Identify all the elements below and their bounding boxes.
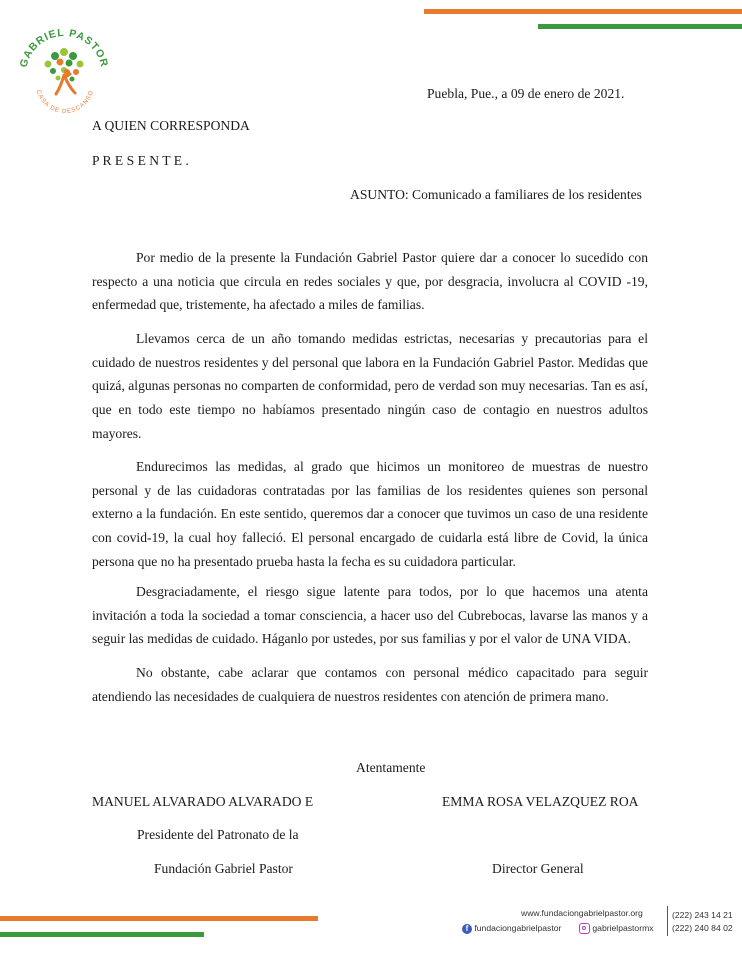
facebook-handle: fundaciongabrielpastor [474,923,562,933]
closing: Atentamente [356,760,426,775]
footer-phone-1[interactable]: (222) 243 14 21 [672,910,733,920]
footer-divider [667,906,668,936]
footer-bar-green [0,932,204,937]
signatory-1-title: Presidente del Patronato de la [137,827,299,842]
subject: ASUNTO: Comunicado a familiares de los residentes [350,187,642,202]
footer-bar-orange [0,916,318,921]
presente: P R E S E N T E . [92,153,189,168]
paragraph-4: Desgraciadamente, el riesgo sigue latente para todos, por lo que hacemos una atenta invitación a toda la sociedad a tomar consciencia, a hacer uso del Cubrebocas, lavarse las manos y a seguir las medidas de cuidado. Háganlo por ustedes, por sus familias y por el valor de UNA VIDA. [92,584,648,647]
instagram-icon [579,923,590,934]
gabriel-pastor-logo [12,18,116,122]
footer-website[interactable]: www.fundaciongabrielpastor.org [521,908,643,918]
logo-top-text: GABRIEL PASTOR [17,26,111,69]
footer-facebook[interactable] [462,923,561,934]
signatory-1-foundation: Fundación Gabriel Pastor [154,861,293,876]
paragraph-3: Endurecimos las medidas, al grado que hicimos un monitoreo de muestras de nuestro personal y de las cuidadoras contratadas por las familias de los residentes quienes son personal externo a la fundación. En este sentido, queremos dar a conocer que tuvimos un caso de una residente con covid-19, la cual hoy falleció. El personal encargado de cuidarla está libre de Covid, la única persona que no ha presentado prueba hasta la fecha es su cuidadora particular. [92,459,648,569]
svg-text:CASA DE DESCANSO [35,89,95,115]
paragraph-5: No obstante, cabe aclarar que contamos con personal médico capacitado para seguir atendiendo las necesidades de cualquiera de nuestros residentes con atención de primera mano. [92,665,648,704]
svg-text:GABRIEL PASTOR [18,27,111,69]
header-bar-green [538,24,742,29]
instagram-handle: gabrielpastormx [592,923,654,933]
footer-instagram[interactable] [579,923,654,934]
logo-bottom-text: CASA DE DESCANSO [34,89,96,116]
header-bar-orange [424,9,742,14]
signatory-2-title: Director General [492,861,584,876]
signatory-2-name: EMMA ROSA VELAZQUEZ ROA [442,794,639,809]
place-date: Puebla, Pue., a 09 de enero de 2021. [427,86,625,101]
signatory-1-name: MANUEL ALVARADO ALVARADO E [92,794,314,809]
footer-phone-2[interactable]: (222) 240 84 02 [672,923,733,933]
paragraph-2: Llevamos cerca de un año tomando medidas estrictas, necesarias y precautorias para el cuidado de nuestros residentes y del personal que labora en la Fundación Gabriel Pastor. Medidas que quizá, algunas personas no comparten de conformidad, pero de verdad son muy necesarias. Tan es así, que en todo este tiempo no habíamos presentado ningún caso de contagio en nuestros adultos mayores. [92,331,648,441]
paragraph-1: Por medio de la presente la Fundación Gabriel Pastor quiere dar a conocer lo sucedido con respecto a una noticia que circula en redes sociales y que, por desgracia, involucra al COVID -19, enfermedad que, tristemente, ha afectado a miles de familias. [92,250,648,313]
recipient: A QUIEN CORRESPONDA [92,118,250,133]
facebook-icon: f [462,924,472,934]
